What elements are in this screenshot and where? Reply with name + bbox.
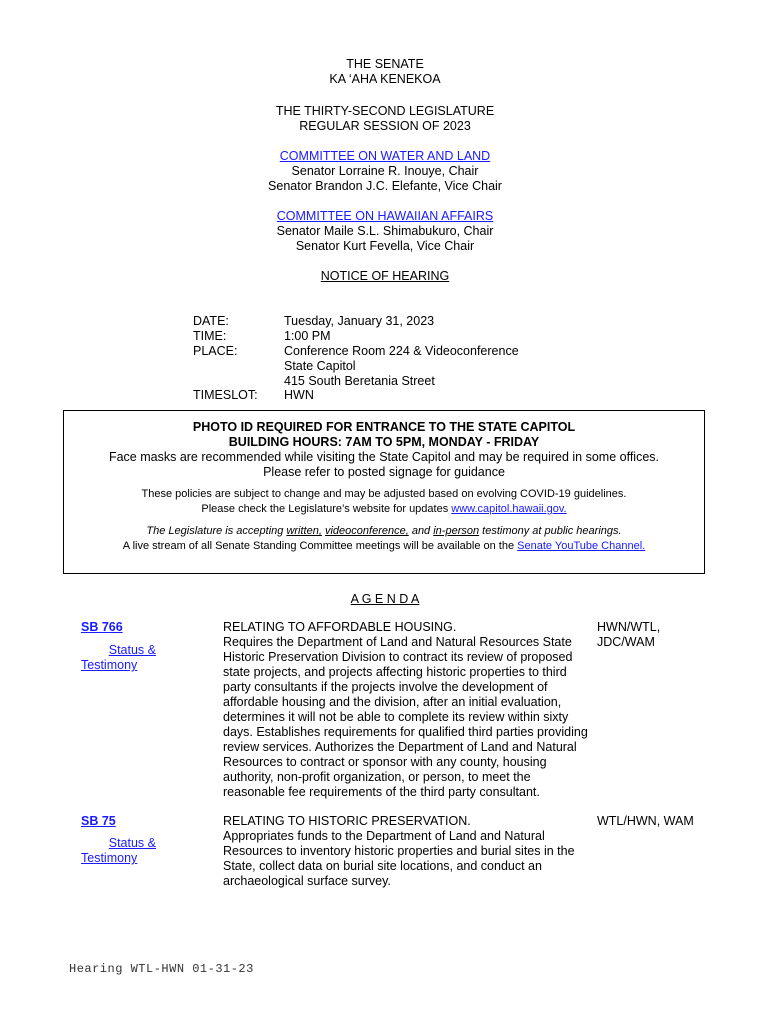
bill-referral <box>597 620 717 650</box>
senate-hawaiian-title: KA ‘AHA KENEKOA <box>329 72 441 86</box>
referral-line-2: JDC/WAM <box>597 635 655 649</box>
testimony-videoconference: videoconference, <box>324 525 409 537</box>
status-link-line-1[interactable]: Status & <box>108 836 156 850</box>
committee-water-land <box>0 149 770 194</box>
capitol-website-link[interactable]: www.capitol.hawaii.gov. <box>451 503 567 515</box>
notice-of-hearing-title: NOTICE OF HEARING <box>320 269 450 283</box>
bill-number-link[interactable]: SB 75 <box>81 814 116 828</box>
committee-vice-chair: Senator Kurt Fevella, Vice Chair <box>295 239 475 253</box>
livestream-notice <box>64 539 704 554</box>
testimony-text-pre: The Legislature is accepting <box>146 525 287 537</box>
bill-description: Appropriates funds to the Department of Land and Natural Resources to inventory historic properties and burial sites in the State, collect data on burial site locations, and conduct an archaeological surface survey. <box>223 829 575 888</box>
document-header <box>0 57 770 87</box>
face-mask-notice: Face masks are recommended while visiting the State Capitol and may be required in some offices. <box>108 450 660 464</box>
time-label: TIME: <box>193 329 227 343</box>
committee-chair: Senator Lorraine R. Inouye, Chair <box>291 164 479 178</box>
bill-description: Requires the Department of Land and Natural Resources State Historic Preservation Division to contract its review of proposed state projects, and projects affecting historic properties to third party consultants if the projects involve the development of affordable housing and the division, after an initial evaluation, determines it will not be able to complete its review within sixty days. Establishes requirements for qualified third parties providing review services. Authorizes the Department of Land and Natural Resources to contract or sponsor with any county, housing authority, non-profit organization, or person, to meet the reasonable fee requirements of the third party consultant. <box>223 635 588 799</box>
youtube-channel-link[interactable]: Senate YouTube Channel. <box>517 540 646 552</box>
testimony-in-person: in-person <box>433 525 480 537</box>
status-testimony-link[interactable] <box>81 836 156 866</box>
agenda-title-row <box>0 592 770 607</box>
date-label: DATE: <box>193 314 229 328</box>
time-value: 1:00 PM <box>284 329 331 343</box>
place-value-1: Conference Room 224 & Videoconference <box>284 344 519 358</box>
referral-line-1: WTL/HWN, WAM <box>597 814 694 828</box>
committee-link-water-land[interactable]: COMMITTEE ON WATER AND LAND <box>279 149 491 163</box>
bill-referral <box>597 814 717 829</box>
committee-chair: Senator Maile S.L. Shimabukuro, Chair <box>276 224 494 238</box>
building-hours-notice: BUILDING HOURS: 7AM TO 5PM, MONDAY - FRIDAY <box>228 435 540 449</box>
signage-notice: Please refer to posted signage for guidance <box>263 465 505 479</box>
bill-title: RELATING TO AFFORDABLE HOUSING. <box>223 620 457 634</box>
status-link-line-1[interactable]: Status & <box>108 643 156 657</box>
place-value-2: State Capitol <box>284 359 356 373</box>
policy-notice: These policies are subject to change and may be adjusted based on evolving COVID-19 guidelines. <box>141 488 627 500</box>
testimony-written: written, <box>286 525 322 537</box>
place-label: PLACE: <box>193 344 238 358</box>
senate-title: THE SENATE <box>346 57 424 71</box>
bill-number-link[interactable]: SB 766 <box>81 620 123 634</box>
notice-title-row <box>0 269 770 284</box>
testimony-notice <box>64 524 704 539</box>
livestream-text: A live stream of all Senate Standing Committee meetings will be available on the <box>122 540 518 552</box>
policy-website-notice <box>64 502 704 517</box>
committee-hawaiian-affairs <box>0 209 770 254</box>
agenda-title: A G E N D A <box>350 592 420 606</box>
place-value-3: 415 South Beretania Street <box>284 374 435 388</box>
session-title: REGULAR SESSION OF 2023 <box>299 119 471 133</box>
testimony-and: and <box>408 525 434 537</box>
referral-line-1: HWN/WTL, <box>597 620 661 634</box>
date-value: Tuesday, January 31, 2023 <box>284 314 435 328</box>
testimony-text-post: testimony at public hearings. <box>479 525 622 537</box>
photo-id-notice: PHOTO ID REQUIRED FOR ENTRANCE TO THE STATE CAPITOL <box>192 420 576 434</box>
legislature-block <box>0 104 770 134</box>
timeslot-label: TIMESLOT: <box>193 388 258 402</box>
committee-link-hawaiian-affairs[interactable]: COMMITTEE ON HAWAIIAN AFFAIRS <box>276 209 494 223</box>
timeslot-value: HWN <box>284 388 314 402</box>
status-link-line-2[interactable]: Testimony <box>81 658 138 672</box>
page-footer: Hearing WTL-HWN 01-31-23 <box>69 962 254 976</box>
policy-website-text: Please check the Legislature’s website for updates <box>201 503 452 515</box>
notice-box <box>63 410 705 574</box>
bill-title: RELATING TO HISTORIC PRESERVATION. <box>223 814 471 828</box>
status-testimony-link[interactable] <box>81 643 156 673</box>
status-link-line-2[interactable]: Testimony <box>81 851 138 865</box>
legislature-title: THE THIRTY-SECOND LEGISLATURE <box>275 104 495 118</box>
committee-vice-chair: Senator Brandon J.C. Elefante, Vice Chair <box>268 179 502 193</box>
